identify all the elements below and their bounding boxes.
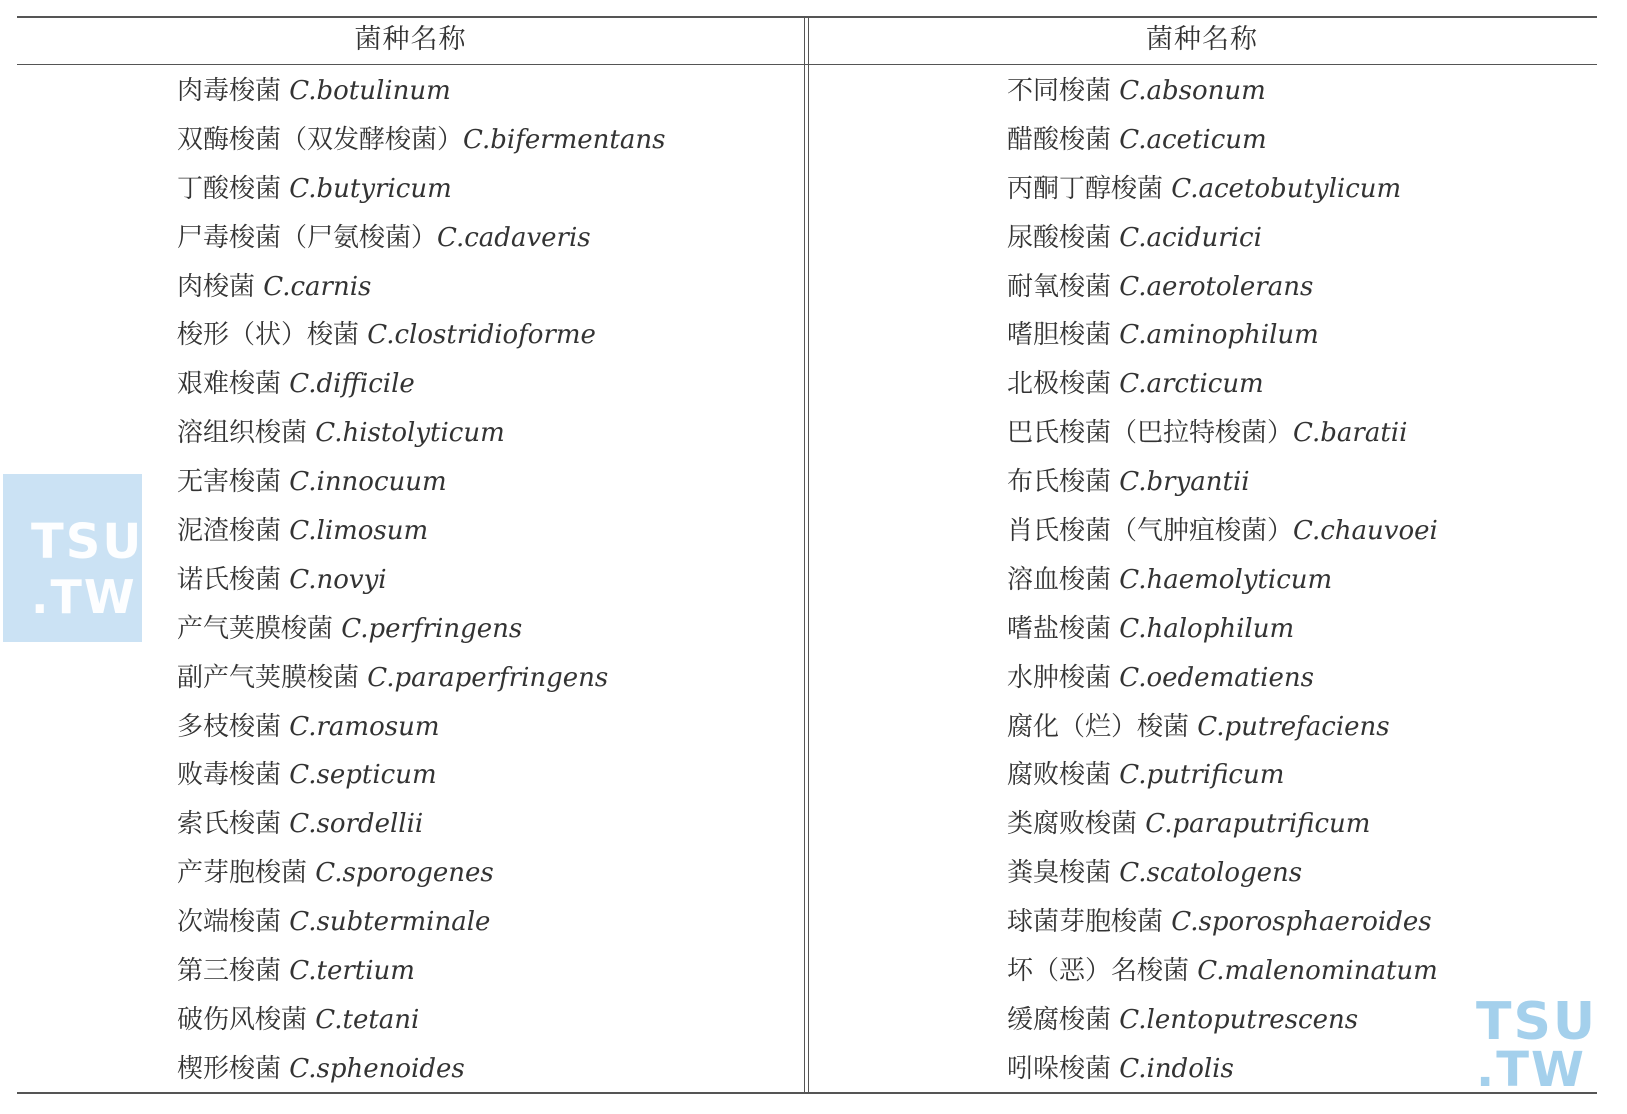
table-row — [1007, 654, 1438, 703]
species-table — [17, 16, 1597, 1112]
species-chinese-name: 梭形（状）梭菌 — [177, 320, 368, 351]
species-latin-name: C.cadaveris — [437, 222, 591, 253]
species-chinese-name: 副产气荚膜梭菌 — [177, 662, 368, 693]
table-row — [177, 165, 665, 214]
table-row — [177, 214, 665, 263]
species-chinese-name: 巴氏梭菌（巴拉特梭菌） — [1007, 418, 1294, 449]
species-chinese-name: 溶血梭菌 — [1007, 564, 1120, 595]
species-chinese-name: 肉毒梭菌 — [177, 76, 290, 106]
table-row — [1007, 849, 1438, 898]
species-latin-name: C.malenominatum — [1197, 956, 1438, 987]
species-latin-name: C.acetobutylicum — [1171, 173, 1402, 204]
species-latin-name: C.absonum — [1119, 76, 1266, 106]
species-chinese-name: 丙酮丁醇梭菌 — [1007, 173, 1172, 204]
table-row — [177, 898, 665, 947]
species-latin-name: C.difficile — [289, 369, 415, 400]
species-chinese-name: 索氏梭菌 — [177, 809, 290, 840]
species-latin-name: C.sphenoides — [289, 1053, 465, 1084]
table-row — [177, 116, 665, 165]
species-latin-name: C.haemolyticum — [1119, 564, 1333, 595]
species-chinese-name: 败毒梭菌 — [177, 760, 290, 791]
species-chinese-name: 吲哚梭菌 — [1007, 1053, 1120, 1084]
species-chinese-name: 多枝梭菌 — [177, 711, 290, 742]
species-latin-name: C.halophilum — [1119, 613, 1295, 644]
table-row — [1007, 751, 1438, 800]
species-chinese-name: 双酶梭菌（双发酵梭菌） — [177, 124, 464, 155]
species-chinese-name: 肉梭菌 — [177, 271, 264, 302]
species-chinese-name: 腐败梭菌 — [1007, 760, 1120, 791]
watermark-text-line1: TSU — [31, 514, 144, 570]
watermark-logo-left — [3, 474, 142, 642]
species-latin-name: C.bifermentans — [463, 124, 666, 155]
species-latin-name: C.carnis — [263, 271, 372, 302]
species-latin-name: C.putrificum — [1119, 760, 1285, 791]
table-row — [1007, 947, 1438, 996]
table-row — [1007, 311, 1438, 360]
table-bottom-rule — [17, 1092, 1597, 1094]
species-latin-name: C.paraperfringens — [367, 662, 609, 693]
species-latin-name: C.aerotolerans — [1119, 271, 1314, 302]
table-row — [1007, 703, 1438, 752]
column-divider — [804, 16, 809, 1094]
species-chinese-name: 溶组织梭菌 — [177, 418, 316, 449]
table-row — [177, 849, 665, 898]
watermark-text-line1: TSU — [1476, 992, 1598, 1052]
species-chinese-name: 耐氧梭菌 — [1007, 271, 1120, 302]
watermark-text-line2: .TW — [31, 570, 137, 624]
species-latin-name: C.botulinum — [289, 76, 451, 106]
species-latin-name: C.acidurici — [1119, 222, 1262, 253]
species-chinese-name: 水肿梭菌 — [1007, 662, 1120, 693]
species-chinese-name: 次端梭菌 — [177, 907, 290, 938]
species-latin-name: C.butyricum — [289, 173, 452, 204]
species-chinese-name: 坏（恶）名梭菌 — [1007, 956, 1198, 987]
species-chinese-name: 类腐败梭菌 — [1007, 809, 1146, 840]
species-chinese-name: 尿酸梭菌 — [1007, 222, 1120, 253]
species-chinese-name: 嗜盐梭菌 — [1007, 613, 1120, 644]
species-chinese-name: 尸毒梭菌（尸氨梭菌） — [177, 222, 438, 253]
species-latin-name: C.scatologens — [1119, 858, 1303, 889]
table-row — [177, 1045, 665, 1094]
species-latin-name: C.sordellii — [289, 809, 424, 840]
table-row — [1007, 605, 1438, 654]
species-latin-name: C.aceticum — [1119, 124, 1267, 155]
species-latin-name: C.novyi — [289, 564, 387, 595]
table-row — [177, 311, 665, 360]
species-chinese-name: 醋酸梭菌 — [1007, 124, 1120, 155]
species-latin-name: C.putrefaciens — [1197, 711, 1390, 742]
species-chinese-name: 艰难梭菌 — [177, 369, 290, 400]
column-header-right: 菌种名称 — [1146, 24, 1258, 55]
species-latin-name: C.chauvoei — [1293, 516, 1438, 547]
table-row — [1007, 556, 1438, 605]
table-row — [177, 751, 665, 800]
species-latin-name: C.ramosum — [289, 711, 440, 742]
species-latin-name: C.perfringens — [341, 613, 523, 644]
table-row — [1007, 800, 1438, 849]
table-row — [177, 703, 665, 752]
table-row — [1007, 996, 1438, 1045]
table-row — [1007, 67, 1438, 116]
species-chinese-name: 破伤风梭菌 — [177, 1004, 316, 1035]
table-row — [177, 263, 665, 312]
table-row — [1007, 360, 1438, 409]
species-chinese-name: 产芽胞梭菌 — [177, 858, 316, 889]
table-row — [1007, 898, 1438, 947]
table-row — [1007, 1045, 1438, 1094]
species-latin-name: C.innocuum — [289, 467, 447, 498]
left-column — [177, 67, 665, 1094]
species-latin-name: C.tetani — [315, 1004, 420, 1035]
species-latin-name: C.lentoputrescens — [1119, 1004, 1359, 1035]
species-latin-name: C.aminophilum — [1119, 320, 1319, 351]
species-chinese-name: 腐化（烂）梭菌 — [1007, 711, 1198, 742]
table-row — [177, 556, 665, 605]
table-row — [177, 360, 665, 409]
species-chinese-name: 球菌芽胞梭菌 — [1007, 907, 1172, 938]
table-row — [177, 996, 665, 1045]
species-chinese-name: 楔形梭菌 — [177, 1053, 290, 1084]
column-header-left: 菌种名称 — [354, 24, 467, 55]
right-column — [1007, 67, 1438, 1094]
table-row — [1007, 409, 1438, 458]
watermark-text-line2: .TW — [1476, 1042, 1586, 1098]
species-chinese-name: 无害梭菌 — [177, 467, 290, 498]
table-row — [1007, 507, 1438, 556]
species-chinese-name: 诺氏梭菌 — [177, 564, 290, 595]
table-row — [1007, 263, 1438, 312]
species-chinese-name: 不同梭菌 — [1007, 76, 1120, 106]
table-row — [1007, 165, 1438, 214]
species-chinese-name: 布氏梭菌 — [1007, 467, 1120, 498]
species-chinese-name: 第三梭菌 — [177, 956, 290, 987]
species-latin-name: C.tertium — [289, 956, 415, 987]
table-row — [177, 800, 665, 849]
species-latin-name: C.oedematiens — [1119, 662, 1314, 693]
species-latin-name: C.sporosphaeroides — [1171, 907, 1432, 938]
species-chinese-name: 泥渣梭菌 — [177, 516, 290, 547]
table-row — [1007, 116, 1438, 165]
species-latin-name: C.limosum — [289, 516, 429, 547]
watermark-logo-right — [1476, 992, 1616, 1098]
species-latin-name: C.paraputrificum — [1145, 809, 1371, 840]
species-latin-name: C.clostridioforme — [367, 320, 596, 351]
species-latin-name: C.baratii — [1293, 418, 1408, 449]
table-row — [177, 67, 665, 116]
table-row — [177, 654, 665, 703]
species-latin-name: C.subterminale — [289, 907, 491, 938]
species-chinese-name: 丁酸梭菌 — [177, 173, 290, 204]
species-chinese-name: 缓腐梭菌 — [1007, 1004, 1120, 1035]
species-latin-name: C.sporogenes — [315, 858, 494, 889]
table-row — [177, 947, 665, 996]
species-latin-name: C.histolyticum — [315, 418, 505, 449]
table-row — [1007, 458, 1438, 507]
table-row — [1007, 214, 1438, 263]
species-chinese-name: 嗜胆梭菌 — [1007, 320, 1120, 351]
table-row — [177, 507, 665, 556]
table-row — [177, 605, 665, 654]
species-chinese-name: 产气荚膜梭菌 — [177, 613, 342, 644]
table-row — [177, 409, 665, 458]
species-latin-name: C.indolis — [1119, 1053, 1234, 1084]
species-chinese-name: 粪臭梭菌 — [1007, 858, 1120, 889]
table-row — [177, 458, 665, 507]
species-latin-name: C.bryantii — [1119, 467, 1250, 498]
species-latin-name: C.arcticum — [1119, 369, 1264, 400]
species-latin-name: C.septicum — [289, 760, 437, 791]
species-chinese-name: 肖氏梭菌（气肿疽梭菌） — [1007, 516, 1294, 547]
species-chinese-name: 北极梭菌 — [1007, 369, 1120, 400]
